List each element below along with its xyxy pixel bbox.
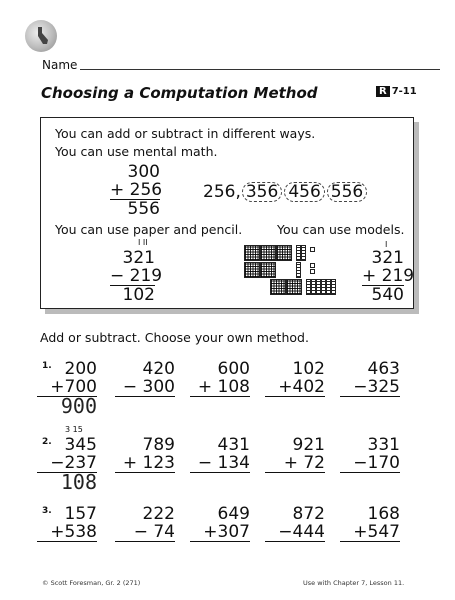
problem-top: 200 [64, 359, 97, 379]
problem [340, 360, 400, 417]
problem-answer[interactable] [265, 473, 325, 493]
problem-bottom: + 123 [115, 454, 175, 473]
problem-top: 921 [292, 435, 325, 455]
pencil-answer: 102 [110, 285, 155, 304]
problem-bottom: + 72 [265, 454, 325, 473]
problem-answer[interactable] [115, 397, 175, 417]
pencil-top: 321 [122, 248, 155, 268]
problem-answer[interactable] [37, 542, 97, 562]
problem-top: 431 [217, 435, 250, 455]
problem-row-label: 1. [42, 361, 52, 371]
problem-top: 872 [292, 504, 325, 524]
problem-bottom: +700 [37, 378, 97, 397]
chain-step: 356 [242, 182, 282, 202]
problem [37, 505, 97, 562]
name-line[interactable] [80, 69, 440, 70]
problem-answer[interactable] [265, 397, 325, 417]
mental-bottom: + 256 [110, 180, 163, 200]
chain-step: 556 [327, 182, 367, 202]
problem-bottom: − 134 [190, 454, 250, 473]
problem-answer[interactable]: 108 [60, 470, 97, 494]
chain-step: 456 [284, 182, 324, 202]
models-answer: 540 [362, 285, 404, 304]
lesson-badge [376, 86, 417, 97]
state-logo-icon [25, 20, 57, 52]
problem [190, 360, 250, 417]
problem-top: 649 [217, 504, 250, 524]
problem-answer[interactable] [190, 397, 250, 417]
problem [115, 360, 175, 417]
problem-bottom: +307 [190, 523, 250, 542]
problem-bottom: +547 [340, 523, 400, 542]
box-line-1: You can add or subtract in different ways. [55, 126, 316, 141]
counting-chain [203, 182, 368, 202]
problem-bottom: − 74 [115, 523, 175, 542]
models-label: You can use models. [277, 222, 405, 237]
problem [115, 436, 175, 493]
problem [340, 505, 400, 562]
problem [190, 436, 250, 493]
problem-top: 789 [142, 435, 175, 455]
problem-bottom: + 108 [190, 378, 250, 397]
footer-copyright: © Scott Foresman, Gr. 2 (271) [42, 579, 141, 587]
mental-answer: 556 [110, 199, 160, 218]
badge-text: 7-11 [391, 86, 417, 97]
base-ten-blocks-image [244, 245, 354, 297]
problem [265, 505, 325, 562]
pencil-label: You can use paper and pencil. [55, 222, 243, 237]
problem [115, 505, 175, 562]
problem [37, 360, 97, 417]
problem [37, 436, 97, 493]
problem-top: 331 [367, 435, 400, 455]
problem-bottom: −444 [265, 523, 325, 542]
problem [265, 360, 325, 417]
problem-bottom: +538 [37, 523, 97, 542]
problem-answer[interactable] [340, 542, 400, 562]
problem-answer[interactable]: 900 [60, 394, 97, 418]
chain-start: 256, [203, 182, 241, 202]
problem-top: 463 [367, 359, 400, 379]
problem-bottom: −170 [340, 454, 400, 473]
problem [190, 505, 250, 562]
problem-bottom: +402 [265, 378, 325, 397]
problem-top: 600 [217, 359, 250, 379]
problem [265, 436, 325, 493]
pencil-problem [110, 248, 163, 305]
regroup-marks: 3 15 [65, 425, 83, 434]
problem-row-label: 3. [42, 506, 52, 516]
instruction-text: Add or subtract. Choose your own method. [40, 330, 309, 345]
models-mark: I [385, 240, 388, 249]
problem-answer[interactable] [340, 397, 400, 417]
problem-answer[interactable] [190, 542, 250, 562]
regroup-marks: I II [138, 238, 148, 247]
problem [340, 436, 400, 493]
problem-top: 222 [142, 504, 175, 524]
problem-answer[interactable] [190, 473, 250, 493]
models-top: 321 [371, 248, 404, 268]
problem-answer[interactable] [115, 542, 175, 562]
mental-top: 300 [127, 162, 160, 182]
badge-letter: R [376, 86, 390, 97]
problem-row-label: 2. [42, 437, 52, 447]
page-title: Choosing a Computation Method [41, 84, 318, 102]
problem-top: 102 [292, 359, 325, 379]
models-problem [362, 248, 415, 305]
box-line-2: You can use mental math. [55, 144, 218, 159]
problem-answer[interactable] [340, 473, 400, 493]
pencil-bottom: − 219 [110, 266, 163, 286]
problem-top: 157 [64, 504, 97, 524]
problem-bottom: −237 [37, 454, 97, 473]
models-bottom: + 219 [362, 266, 415, 286]
problem-answer[interactable] [115, 473, 175, 493]
mental-math-problem [110, 162, 163, 219]
problem-answer[interactable] [265, 542, 325, 562]
name-label: Name [42, 58, 78, 72]
problem-top: 168 [367, 504, 400, 524]
footer-lesson: Use with Chapter 7, Lesson 11. [303, 579, 405, 587]
problem-bottom: −325 [340, 378, 400, 397]
problem-top: 420 [142, 359, 175, 379]
problem-top: 345 [64, 435, 97, 455]
problem-bottom: − 300 [115, 378, 175, 397]
